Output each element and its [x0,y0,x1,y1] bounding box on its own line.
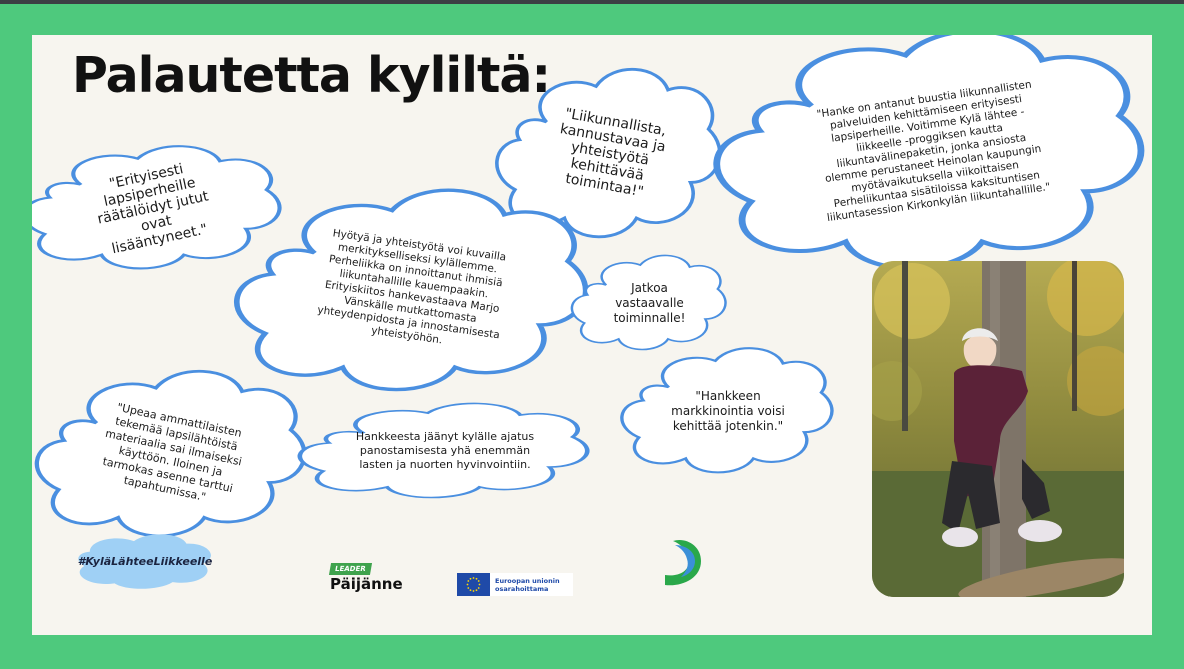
quote-text-7: "Upeaa ammattilaisten tekemää lapsilähtöistä materiaalia sai ilmaiseksi käyttöön. Iloinen ja tarmokas asenne tarttui tapahtumissa." [101,400,244,504]
page-title: Palautetta kyliltä: [72,47,551,104]
slide [32,35,1152,635]
eu-text-line2: osarahoittama [495,584,549,593]
quote-text-3: "Hanke on antanut buustia liikunnallisten palveluiden kehittämiseen erityisesti lapsiperheille. Voitimme Kylä lähtee -liikkeelle -proggiksen kautta liikuntavälinepaketin, jonka ansiosta olemme perustaneet Heinolan kaupungin myötävaikutuksella viikoittaisen Perheliikuntaa sisätiloissa kaksituntisen liikuntasession Kirkonkylän liikuntahallille." [815,77,1051,224]
quote-text-6: "Hankkeen markkinointia voisi kehittää jotenkin." [671,388,785,433]
child-hugging-tree-photo [872,261,1124,597]
quote-cloud-7 [37,367,307,542]
quote-text-1: "Erityisesti lapsiperheille räätälöidyt jutut ovat lisääntyneet." [96,161,210,258]
eu-logo [457,573,573,596]
top-border [0,0,1184,4]
quote-text-5: Jatkoa vastaavalle toiminnalle! [613,280,686,325]
eu-text-line1: Euroopan unionin [495,576,560,585]
leader-tag: LEADER [329,563,372,575]
hashtag-text: #KyläLähteeLiikkeelle [77,554,213,568]
quote-cloud-5 [572,253,727,353]
quote-text-8: Hankkeesta jäänyt kylälle ajatus panostamisesta yhä enemmän lasten ja nuorten hyvinvointiin. [355,430,535,471]
round-green-logo [661,535,707,587]
quote-cloud-8 [300,401,590,501]
quote-text-2: "Liikunnallista, kannustavaa ja yhteistyötä kehittävää toimintaa!" [558,105,667,201]
quote-cloud-3 [717,35,1145,277]
quote-cloud-6 [622,345,834,477]
quote-cloud-4 [237,185,589,397]
leader-logo [330,563,403,599]
hashtag-badge [76,530,214,592]
eu-flag-icon [457,573,490,596]
quote-text-4: Hyötyä ja yhteistyötä voi kuvailla merkitykselliseksi kylällemme. Perheliikka on innoittanut ihmisiä liikuntahallille kauempaakin. Erityiskiitos hankevastaava Marjo Vänskälle mutkattomasta yhteydenpidosta ja innostamisesta yhteistyöhön. [316,227,507,347]
leader-name: Päijänne [330,575,403,593]
